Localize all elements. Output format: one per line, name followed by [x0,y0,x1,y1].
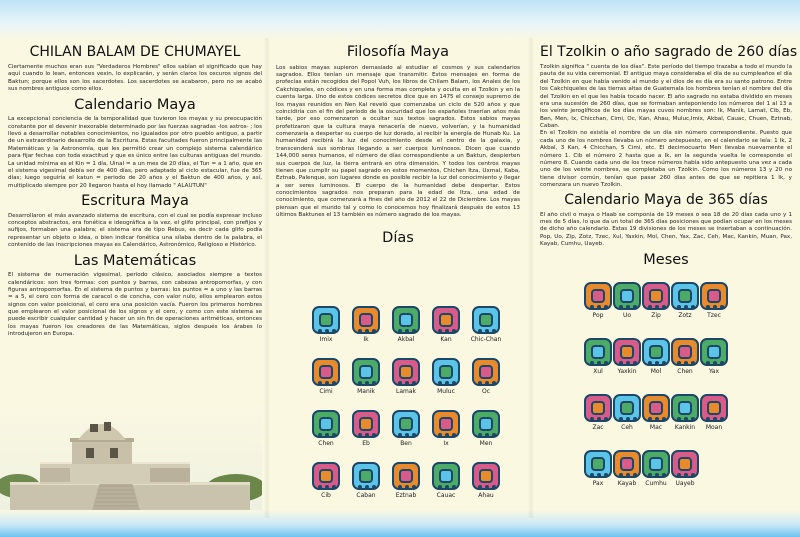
glyph-label: Zac [592,424,604,431]
glyph-zac-icon [584,394,612,422]
glyph-zip-icon [642,282,670,310]
glyph-kankin-icon [671,394,699,422]
glyph-label: Mac [649,424,663,431]
glyph-label: Zotz [678,312,692,319]
glyph-uayeb-icon [671,450,699,478]
glyph-cauac-icon [432,462,460,490]
glyph-label: Ix [443,440,449,447]
glyph-label: Chen [677,368,693,375]
glyph-label: Chic-Chan [470,336,502,343]
glyph-label: Kan [440,336,452,343]
glyph-label: Manik [357,388,375,395]
chilan-balam-title: CHILAN BALAM DE CHUMAYEL [29,44,241,60]
glyph-label: Akbal [397,336,415,343]
math-text: El sistema de numeración vigesimal, periodo clásico, asociados siempre a textos calendáricos: son tres formas: con puntos y barras, con cabezas antropomorfas, y con figuras antropomorfas. En el sistema de puntos y barras: los puntos = a uno y las barras = a 5, el cero con forma de caracol o de concha, con valor nulo, ellos emplearon estos signos con valor posicional, el cero era una posición vacía. Fueron los primeros hombres que emplearon el valor posicional de los signos y el cero, y como con este sistema se puede escribir cualquier cantidad y hacer un sin fin de operaciones aritméticas, entonces los mayas fueron los creadores de las Matemáticas, siglos después los árabes lo introdujeron en Europa. [8,272,262,338]
glyph-ik-icon [352,306,380,334]
glyph-label: Uayeb [675,480,695,487]
glyph-muluc-icon [432,358,460,386]
glyph-yax-icon [700,338,728,366]
glyph-ceh-icon [613,394,641,422]
glyph-tzec-icon [700,282,728,310]
glyph-chic-chan-icon [472,306,500,334]
glyph-kayab-icon [613,450,641,478]
glyph-label: Caban [356,492,376,499]
glyph-mol-icon [642,338,670,366]
glyph-moan-icon [700,394,728,422]
glyph-manik-icon [352,358,380,386]
glyph-label: Cimi [319,388,333,395]
tzolkin-text: Tzolkin significa " cuenta de los días". Este período del tiempo trazaba a todo el mundo la pauta de su vida ceremonial. El antiguo maya consideraba el día de su cumpleaños el día del Tzolkin en que había venido al mundo y el dios de es día era su santo patrono. Entre los Cakchiqueles de las tierras altas de Guatemala los hombres tenían el nombre del día del Tzolkin en el que les había tocado nacer. El año sagrado no estaba dividido en meses era una sucesión de 260 días, que se formaban anteponiendo los números del 1 al 13 a los veinte jeroglíficos de los días mayas cuvos nombres son: Ik, Manik, Lamat, Cib, Eb, Ben, Men, Ix, Chicchan, Cimi, Oc, Kan, Ahau, Muluc,Imix, Akbal, Cauac, Chuen, Eztnab, Caban. En el Tzolkin no existía el nombre de un día sin número correspondiente. Puesto que cada uno de los nombres llevaba un número antepuesto, en el calendario se leía: 1 Ik, 2 Akbal, 3 Kan, 4 Chicchan, 5 Cimi, etc. El decimocuarto Men llevaba nuevamente el número 1. Cib el número 2 hasta que a Ik, en la segunda vuelta le corresponde el número 8. Cuando cada uno de los trece números había sido antepuesto una vez a cada uno de los veinte nombres, se completaba un Tzolkin. Como los números 13 y 20 no tiene divisor común, tenían que pasar 260 días antes de que se repitiera 1 Ik, y comenzara un nuevo Tzolkin. [540,64,792,189]
philosophy-text: Los sabios mayas supieron demasiado al estudiar el cosmos y sus calendarios sagrados. Ellos tenían un mensaje que transmitir. Estos mensajes en forma de profecías están recogidos del Popol Vuh, los libros de Chilam Balam, los Anales de los Cakchiqueles, en códices y en una forma mas completa y oculta en el Tzolkin y en la cuenta larga. Uno de estos códices secretos dice que en 1475 el consejo supremo de los mayas reunidos en Nen Kal reveló que comenzaba un ciclo de 520 años y que coincidiría con el fin del período de la oscuridad que los españoles traerían años más tarde, por eso comenzaron a ocultar sus textos sagrados. Estos sabios mayas profetizaron que la cultura maya renacería de nuevo, volverían, y la humanidad comenzaría a despertar su cuerpo de luz dorado, al recibir la energía de Hunab Ku. La humanidad recibirá la luz del conocimiento desde el centro de la galaxia, y transcenderá sus sombras llegando a ser cuerpos luminosos. Dicen que cuando 144,000 seres humanos, el número de días correspondiente a un Baktun, despierten sus cuerpos de luz, la tierra entrará en otra dimensión. Y todos los centros mayas tienen que cumplir su papel sagrado en estos momentos, Chichen Itza, Uxmal, Kaba, Eztnab, Palenque, son lugares donde es posible recibir la luz del conocimiento y llegar a ser seres luminosos. El cuerpo de la humanidad debe despertar. Estos conocimientos sagrados nos preparan para la edad de Itza, una edad de conocimiento, que comenzará a fines del año de 2012 el 22 de Diciembre. Los mayas piensan que el mundo tal y como lo conocemos hoy finalizará después de estos 13 últimos Baktunes el 13 también es número sagrado de los mayas. [276,64,520,219]
right-panel [540,40,798,269]
glyph-cib-icon [312,462,340,490]
glyph-chen-icon [671,338,699,366]
glyph-ahau-icon [472,462,500,490]
glyph-label: Xul [593,368,603,375]
glyph-label: Zip [651,312,661,319]
glyph-imix-icon [312,306,340,334]
left-panel [8,40,262,339]
glyph-label: Imix [319,336,333,343]
glyph-chen-icon [312,410,340,438]
glyph-label: Yax [708,368,720,375]
glyph-mac-icon [642,394,670,422]
glyph-label: Pop [592,312,604,319]
tzolkin-title: El Tzolkin o año sagrado de 260 días [540,44,798,60]
days-title: Días [382,229,414,246]
glyph-label: Yaxkin [617,368,637,375]
glyph-label: Uo [622,312,632,319]
glyph-label: Kayab [617,480,637,487]
glyph-uo-icon [613,282,641,310]
philosophy-title: Filosofía Maya [346,44,450,60]
glyph-label: Cauac [436,492,456,499]
writing-text: Desarrollaron el más avanzado sistema de escritura, con el cual se podía expresar incluso conceptos abstractos, era fonética e ideográfica a la vez, el glifo principal, con prefijos y sufijos, formaban una palabra; el sistema era de tipo Rebus, es decir cada glifo podía representar un objeto o idea, o bien indicar fonética una sílaba dentro de la palabra, el contenido de las inscripciones mayas es Calendárico, Astronómico, Religioso e Histórico. [8,212,262,249]
glyph-label: Kankin [674,424,696,431]
glyph-label: Moan [705,424,723,431]
glyph-pop-icon [584,282,612,310]
glyph-label: Ahau [478,492,494,499]
glyph-men-icon [472,410,500,438]
glyph-label: Eztnab [395,492,417,499]
glyph-eb-icon [352,410,380,438]
glyph-label: Men [479,440,493,447]
glyph-caban-icon [352,462,380,490]
glyph-label: Eb [362,440,370,447]
glyph-akbal-icon [392,306,420,334]
top-band [0,0,800,40]
glyph-label: Muluc [437,388,455,395]
calendar-text: La excepcional conciencia de la temporalidad que tuvieron los mayas y su preocupación constante por el devenir inexorable determinado por las fuerzas sagradas -los astros- ; los llevó a desarrollar notables conocimientos, no igualados por otro pueblo antiguo, a partir de un extraordinario desarrollo de la Escritura. Estas facultades fueron principalmente las Matemáticas y la Astronomía, que les permitió crear un complejo sistema calendárico para fijar fechas con toda exactitud y que es único entre las culturas antiguas del mundo. La unidad mínima es el Kin = 1 día, Uinal = a un mes de 20 días, el Tun = a 1 año, que en el sistema vigesimal debía ser de 400 días, pero adaptado al ciclo estacular, fue de 365 días; luego seguiría el katun = periodo de 20 años y el Baktun de 400 años, y así, multiplicado siempre por 20 llegaron hasta el hoy llamado " ALAUTUN" [8,116,262,189]
writing-title: Escritura Maya [81,193,189,210]
glyph-ben-icon [392,410,420,438]
panel-fold-right [528,38,534,518]
observatory-ruin-image [0,402,262,510]
glyph-lamak-icon [392,358,420,386]
glyph-label: Cumhu [645,480,667,487]
glyph-label: Tzec [707,312,721,319]
glyph-cumhu-icon [642,450,670,478]
middle-panel [276,40,520,246]
glyph-pax-icon [584,450,612,478]
glyph-label: Lamak [395,388,416,395]
glyph-label: Chen [318,440,334,447]
chilan-balam-text: Ciertamente muchos eran sus "Verdaderos Hombres" ellos sabían el significado que hay aquí cuando lo lean, entonces vexin, lo explicarán, y serán claros los oscuros signos del Baktun; porque ellos son los sacerdotes. Los sacerdotes se acabaron, pero no se acabó sus nombres antiguos como ellos. [8,64,262,93]
glyph-label: Mol [650,368,662,375]
days-glyph-grid [304,306,514,514]
haab-text: El año civil o maya o Haab se componía de 19 meses o sea 18 de 20 días cada uno y 1 mes de 5 días, lo que da un total de 365 días posiciones que podían ocupar en los meses de dicho año calendario. Estas 19 divisiones de los meses se insertaban a continuación. Pop, Uo, Zip, Zotz, Tzec, Xul, Yaxkin, Mol, Chen, Yax, Zac, Ceh, Mac, Kankin, Muan, Pax, Kayab, Cumhu, Uayeb. [540,211,792,248]
glyph-label: Ben [400,440,412,447]
glyph-cimi-icon [312,358,340,386]
glyph-label: Oc [481,388,491,395]
glyph-label: Cib [321,492,331,499]
glyph-label: Ik [363,336,369,343]
haab-title: Calendario Maya de 365 días [564,192,768,209]
glyph-ix-icon [432,410,460,438]
months-glyph-grid [584,282,723,520]
glyph-xul-icon [584,338,612,366]
glyph-yaxkin-icon [613,338,641,366]
glyph-kan-icon [432,306,460,334]
math-title: Las Matemáticas [73,252,197,269]
calendar-title: Calendario Maya [74,96,196,113]
glyph-zotz-icon [671,282,699,310]
panel-fold-left [264,38,270,518]
months-title: Meses [643,252,689,269]
glyph-label: Pax [592,480,604,487]
glyph-eztnab-icon [392,462,420,490]
glyph-oc-icon [472,358,500,386]
glyph-label: Ceh [621,424,633,431]
